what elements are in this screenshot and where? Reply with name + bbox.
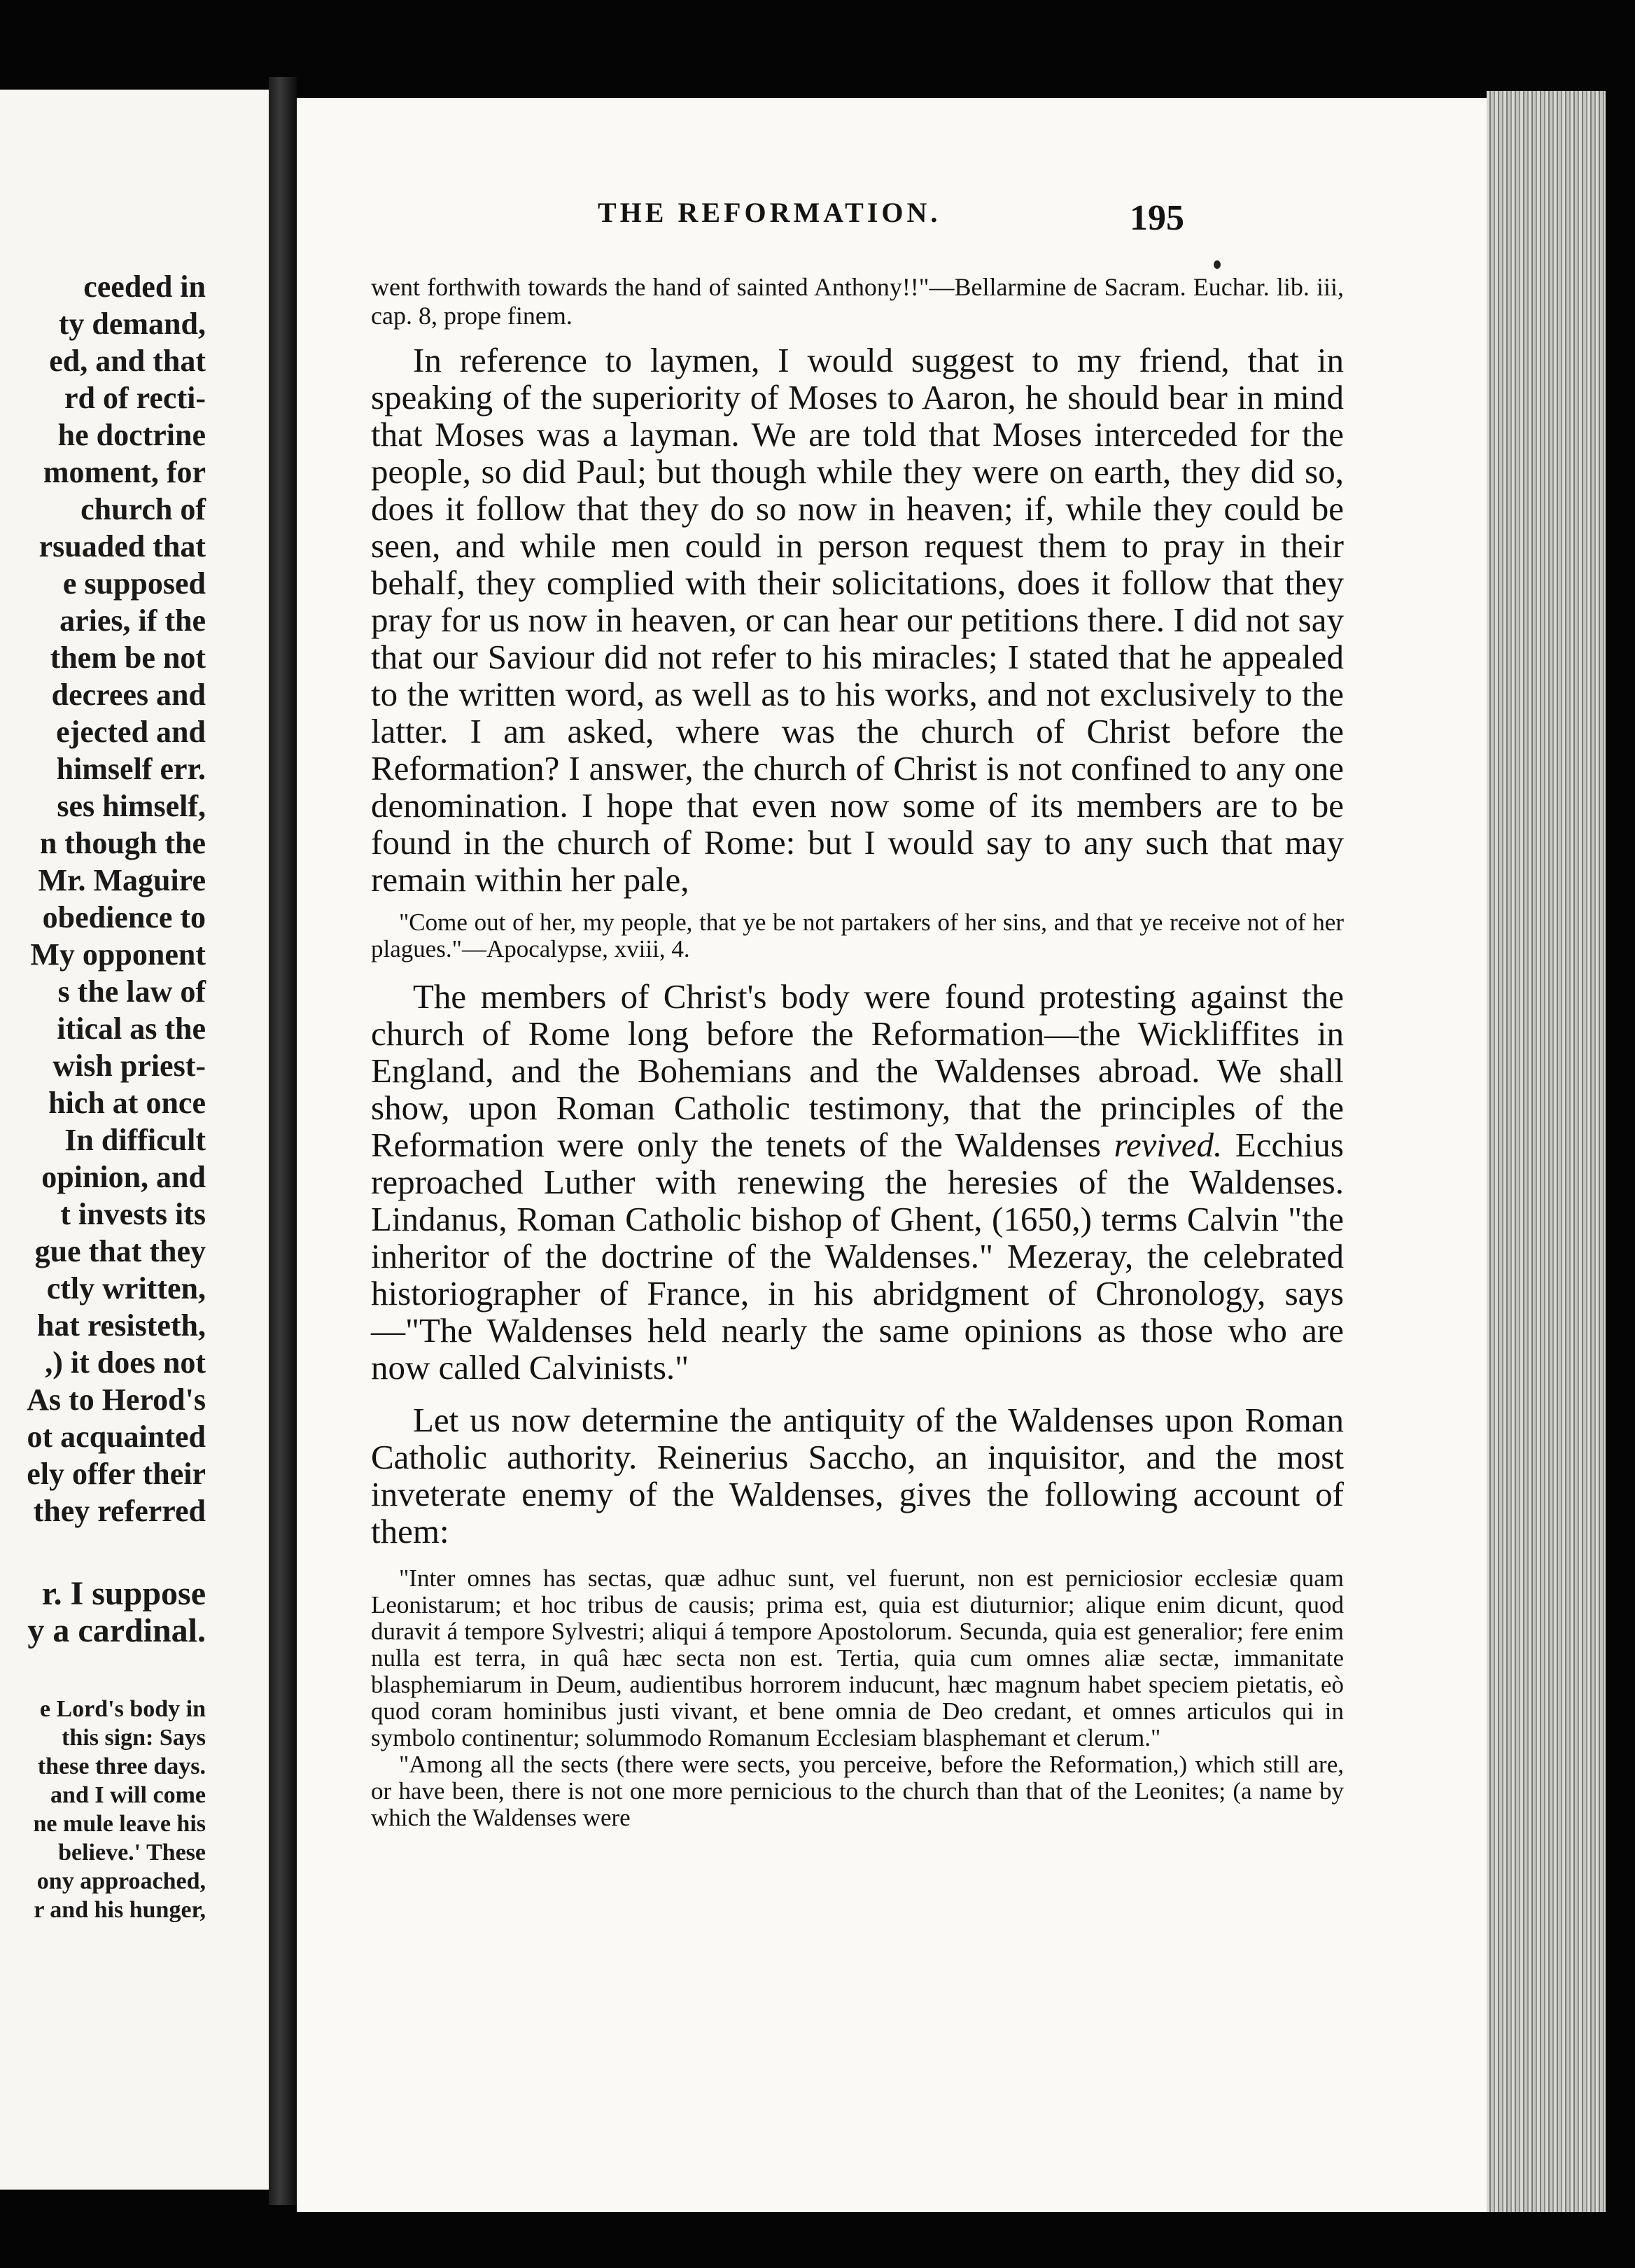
left-page-line: himself err.: [56, 752, 206, 786]
left-page-line: ty demand,: [58, 307, 206, 341]
left-page-line: e supposed: [62, 566, 206, 601]
left-page-line: these three days.: [37, 1754, 206, 1779]
quote-apocalypse: "Come out of her, my people, that ye be not partakers of her sins, and that ye receive not of her plagues."—Apocalypse, xviii, 4.: [371, 909, 1344, 962]
left-page-line: obedience to: [42, 900, 206, 934]
left-page-line: and I will come: [50, 1782, 206, 1808]
book-gutter: [269, 77, 297, 2205]
left-page-line: t invests its: [60, 1197, 206, 1231]
left-page-line: e Lord's body in: [39, 1696, 206, 1722]
left-page-line: rd of recti-: [64, 381, 206, 415]
right-page: [297, 98, 1487, 2212]
paragraph-members-part1: The members of Christ's body were found protesting against the church of Rome long before the Reformation—the Wickliffites in England, and the Bohemians and the Waldenses abroad. We shall show, upon Roman Catholic testimony, that the principles of the Reformation were only the tenets of the Waldenses: [371, 977, 1344, 1164]
left-page-line: Mr. Maguire: [38, 863, 206, 897]
left-page-line: ne mule leave his: [33, 1811, 206, 1837]
left-page-gap: [0, 1530, 206, 1575]
left-page-line: church of: [80, 492, 206, 526]
left-page-line: ceeded in: [83, 270, 206, 304]
left-page-gap: [0, 1649, 206, 1695]
left-page-line: y a cardinal.: [27, 1612, 206, 1649]
left-page-line: hat resisteth,: [36, 1308, 206, 1343]
footnote-continuation: went forthwith towards the hand of sainted Anthony!!"—Bellarmine de Sacram. Euchar. lib. iii, cap. 8, prope finem.: [371, 273, 1344, 330]
emphasis-revived: revived.: [1114, 1126, 1223, 1164]
left-page-line: rsuaded that: [38, 529, 206, 564]
left-page-line: gue that they: [34, 1234, 206, 1268]
left-page-line: this sign: Says: [62, 1725, 206, 1751]
left-page-line: them be not: [50, 640, 206, 675]
left-page-line: As to Herod's: [27, 1382, 206, 1417]
paragraph-laymen: In reference to laymen, I would suggest to my friend, that in speaking of the superiority of Moses to Aaron, he should bear in mind that Moses was a layman. We are told that Moses interceded for the people, so did Paul; but though while they were on earth, they did so, does it follow that they do so now in heaven; if, while they could be seen, and while men could in person request them to pray in their behalf, they complied with their solicitations, does it follow that they pray for us now in heaven, or can hear our petitions there. I did not say that our Saviour did not refer to his miracles; I stated that he appealed to the written word, as well as to his works, and not exclusively to the latter. I am asked, where was the church of Christ before the Reformation? I answer, the church of Christ is not confined to any one denomination. I hope that even now some of its members are to be found in the church of Rome: but I would say to any such that may remain within her pale,: [371, 341, 1344, 899]
left-page-line: ely offer their: [27, 1457, 206, 1491]
left-page-line: believe.' These: [58, 1840, 206, 1865]
running-title: THE REFORMATION.: [598, 197, 941, 228]
left-page-line: s the law of: [57, 974, 206, 1009]
ink-speck: [1214, 260, 1221, 269]
page-number: 195: [1130, 198, 1184, 238]
left-page-line: wish priest-: [52, 1049, 206, 1083]
left-page-line: ony approached,: [36, 1868, 206, 1894]
paragraph-antiquity: Let us now determine the antiquity of the Waldenses upon Roman Catholic authority. Reinerius Saccho, an inquisitor, and the most inveterate enemy of the Waldenses, gives the following account of them:: [371, 1401, 1344, 1550]
left-page-text: [0, 90, 206, 1924]
left-page-line: My opponent: [30, 937, 206, 972]
left-page: [0, 90, 269, 2190]
left-page-line: hich at once: [48, 1086, 206, 1120]
quote-translation: "Among all the sects (there were sects, you perceive, before the Reformation,) which still are, or have been, there is not one more pernicious to the church than that of the Leonites; (a name by which the Waldenses were: [371, 1751, 1344, 1831]
left-page-line: In difficult: [64, 1123, 206, 1157]
left-page-line: ctly written,: [46, 1271, 206, 1306]
left-page-line: moment, for: [43, 455, 206, 489]
left-page-line: ,) it does not: [45, 1345, 206, 1380]
left-page-line: ejected and: [56, 715, 206, 749]
left-page-line: ses himself,: [57, 789, 206, 823]
page-edges: [1487, 91, 1606, 2212]
left-page-line: aries, if the: [59, 603, 206, 638]
left-page-line: he doctrine: [57, 418, 206, 452]
left-page-line: r and his hunger,: [34, 1897, 206, 1923]
paragraph-members-part2: Ecchius reproached Luther with renewing the heresies of the Waldenses. Lindanus, Roman Catholic bishop of Ghent, (1650,) terms Calvin "the inheritor of the doctrine of the Waldenses." Mezeray, the celebrated historiographer of France, in his abridgment of Chronology, says—"The Waldenses held nearly the same opinions as those who are now called Calvinists.": [371, 1126, 1344, 1387]
page-body: [371, 273, 1344, 1831]
quote-latin: "Inter omnes has sectas, quæ adhuc sunt, vel fuerunt, non est perniciosior ecclesiæ quam Leonistarum; et hoc tribus de causis; prima est, quia est diuturnior; alique enim dicunt, quod duravit á tempore Sylvestri; aliqui á tempore Apostolorum. Secunda, quia est generalior; fere enim nulla est terra, in quâ hæc secta non est. Tertia, quia cum omnes aliæ sectæ, immanitate blasphemiarum in Deum, audientibus horrorem inducunt, hæc magnum habet speciem pietatis, eò quod coram hominibus justi vivant, et bene omnia de Deo credant, et omnes articulos qui in symbolo continentur; solummodo Romanum Ecclesiam blasphemant et clerum.": [371, 1564, 1344, 1751]
left-page-line: n though the: [39, 826, 206, 860]
left-page-line: ed, and that: [49, 344, 206, 378]
left-page-top-margin: [0, 90, 206, 268]
left-page-line: decrees and: [51, 678, 206, 712]
left-page-line: r. I suppose: [41, 1575, 206, 1612]
left-page-line: itical as the: [57, 1011, 206, 1046]
left-page-line: they referred: [33, 1494, 206, 1528]
left-page-line: ot acquainted: [27, 1420, 206, 1454]
left-page-line: opinion, and: [41, 1160, 206, 1194]
paragraph-members: [371, 978, 1344, 1386]
